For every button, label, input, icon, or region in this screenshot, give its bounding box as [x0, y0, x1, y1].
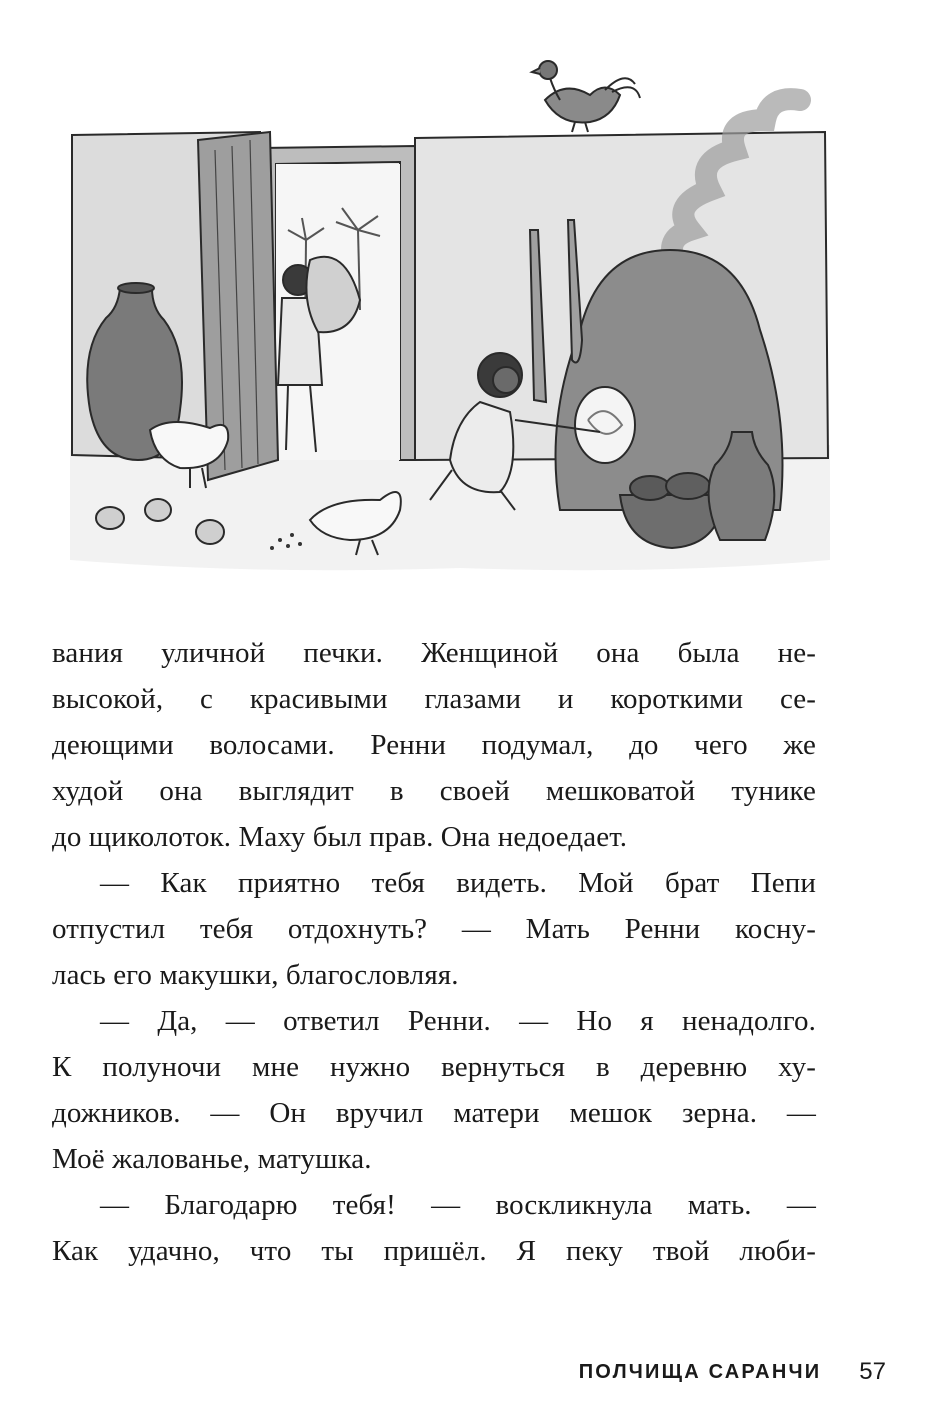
text-line: Как удачно, что ты пришёл. Я пеку твой люби- — [52, 1235, 816, 1267]
text-line: лась его макушки, благословляя. — [52, 959, 459, 991]
text-line: деющими волосами. Ренни подумал, до чего же — [52, 729, 816, 761]
text-line: высокой, с красивыми глазами и короткими се- — [52, 683, 816, 715]
text-line: отпустил тебя отдохнуть? — Мать Ренни косну- — [52, 913, 816, 945]
text-line: Моё жалованье, матушка. — [52, 1143, 372, 1175]
courtyard-scene-illustration — [60, 40, 840, 600]
text-line: до щиколоток. Маху был прав. Она недоедает. — [52, 821, 628, 853]
text-line: дожников. — Он вручил матери мешок зерна. — — [52, 1097, 816, 1129]
text-line: худой она выглядит в своей мешковатой тунике — [52, 775, 816, 807]
text-line: К полуночи мне нужно вернуться в деревню ху- — [52, 1051, 816, 1083]
running-head: ПОЛЧИЩА САРАНЧИ — [578, 1360, 822, 1383]
text-line: — Да, — ответил Ренни. — Но я ненадолго. — [100, 1005, 816, 1037]
text-line: — Как приятно тебя видеть. Мой брат Пепи — [100, 867, 816, 899]
text-line: вания уличной печки. Женщиной она была не- — [52, 637, 816, 669]
body-text — [52, 630, 816, 1274]
page-footer — [579, 1352, 886, 1392]
text-line: — Благодарю тебя! — воскликнула мать. — — [100, 1189, 816, 1221]
page-number: 57 — [859, 1358, 886, 1385]
